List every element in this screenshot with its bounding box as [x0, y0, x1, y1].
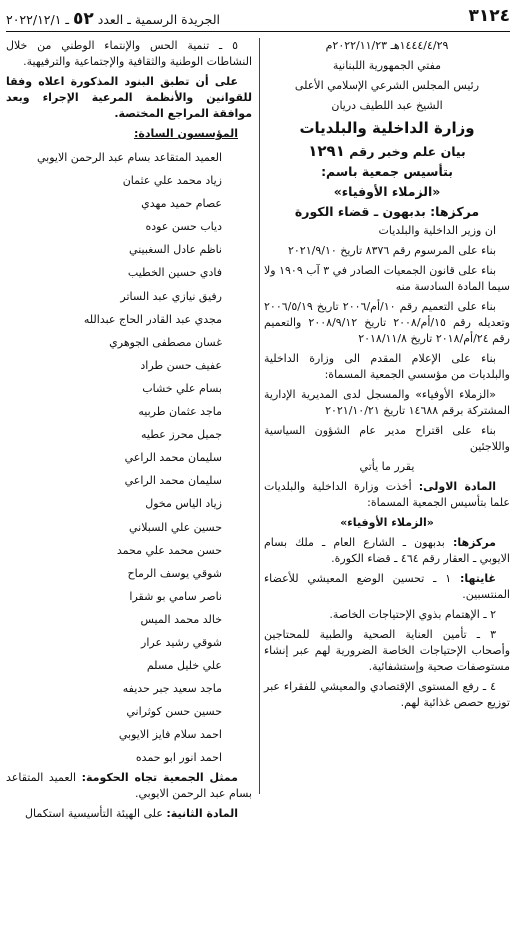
founder-name: حسين حسن كوثراني [126, 705, 222, 719]
founder-name: بسام علي خشاب [142, 381, 222, 395]
preamble: «الزملاء الأوفياء» والمسجل لدى المديرية الإدارية المشتركة برقم ١٤٦٨٨ تاريخ ٢٠٢١/١٠/٢١ [264, 388, 510, 417]
founder-name: عفيف حسن طراد [140, 358, 222, 372]
hq-head: مركزها: [452, 536, 496, 549]
issue-number: ٥٢ [73, 9, 94, 29]
publication-name: الجريدة الرسمية ـ العدد [97, 12, 221, 27]
sign-line: رئيس المجلس الشرعي الإسلامي الأعلى [294, 79, 480, 92]
preamble: بناء على المرسوم رقم ٨٣٧٦ تاريخ ٢٠٢١/٩/١٠ [287, 244, 496, 257]
goals-text: ١ ـ تحسين الوضع المعيشي للأعضاء المنتسبين. [264, 572, 510, 601]
founder-name: علي خليل مسلم [146, 659, 222, 673]
right-column [264, 38, 510, 715]
founder-name: ناظم عادل السغبيني [129, 243, 222, 257]
sign-line: الشيخ عبد اللطيف دريان [331, 99, 443, 112]
founder-name: حسن محمد علي محمد [116, 543, 222, 557]
left-column [6, 38, 252, 826]
article-2 [6, 806, 252, 822]
founder-name: خالد محمد الميس [140, 612, 222, 626]
header-rule [6, 31, 510, 32]
decides-line: يقرر ما يأتي [359, 460, 415, 473]
founders-list [6, 146, 252, 770]
representative [6, 770, 252, 802]
article-1 [264, 479, 510, 511]
conditions-clause: على أن تطبق البنود المذكورة اعلاه وفقا للقوانين والأنظمة المرعية الإجراء وبعد موافقة المراجع المختصة. [6, 75, 252, 120]
founder-name: احمد سلام فايز الايوبي [118, 728, 222, 742]
goals-head: غايتها: [459, 572, 497, 585]
founder-name: جميل محرز عطيه [141, 428, 222, 442]
founder-name: مجدي عبد القادر الحاج عبدالله [83, 312, 222, 326]
statement-prefix: بيان علم وخبر رقم [349, 144, 466, 159]
founder-name: غسان مصطفى الجوهري [109, 335, 222, 349]
founder-name: شوقي يوسف الرماح [127, 566, 222, 580]
founder-name: زياد الياس مخول [145, 497, 222, 511]
founding-line: بتأسيس جمعية باسم: [321, 164, 453, 179]
association-name-2: «الزملاء الأوفياء» [340, 516, 434, 529]
founder-name: ماجد سعيد جبر حديفه [122, 682, 222, 696]
statement-number: ١٢٩١ [308, 142, 345, 160]
founder-name: دياب حسن عوده [145, 220, 222, 234]
goal-item: ٣ ـ تأمين العناية الصحية والطبية للمحتاجين وأصحاب الإحتياجات الخاصة الضرورية لهم عبر إنشاء مستوصفات صحية وإستشفائية. [264, 628, 510, 673]
preamble: بناء على الإعلام المقدم الى وزارة الداخلية والبلديات من مؤسسي الجمعية المسماة: [264, 352, 510, 381]
sign-date: ١٤٤٤/٤/٢٩هـ ٢٠٢٢/١١/٢٣م [325, 39, 449, 52]
founder-name: عصام حميد مهدي [141, 197, 222, 211]
article-2-head: المادة الثانية: [166, 806, 238, 820]
preamble: بناء على قانون الجمعيات الصادر في ٣ آب ١٩٠٩ ولا سيما المادة السادسة منه [264, 264, 510, 293]
association-name: «الزملاء الأوفياء» [333, 184, 441, 199]
founders-heading: المؤسسون السادة: [133, 127, 238, 140]
goal-5: ٥ ـ تنمية الحس والإنتماء الوطني من خلال النشاطات الوطنية والثقافية والإجتماعية والترفيهية. [6, 39, 252, 68]
statement-title [264, 142, 510, 161]
founder-name: حسين علي السبلاني [128, 520, 222, 534]
founder-name: سليمان محمد الراعي [124, 474, 222, 488]
preamble: بناء على التعميم رقم ١٠/أم/٢٠٠٦ تاريخ ٢٠٠٦/٥/١٩ وتعديله رقم ١٥/أم/٢٠٠٨ تاريخ ٢٠٠٨/٩/١٢ والتعميم رقم ٢٤/أم/٢٠١٨ تاريخ ٢٠١٨/١١/٨ [264, 300, 510, 345]
founder-name: ماجد عثمان طربيه [138, 405, 222, 419]
issue-date: ـ ٢٠٢٢/١٢/١ [6, 12, 70, 27]
ministry-title: وزارة الداخلية والبلديات [299, 119, 475, 137]
column-divider [259, 38, 260, 794]
page-header [6, 6, 510, 30]
sign-line: مفتي الجمهورية اللبنانية [332, 59, 442, 72]
article-1-head: المادة الاولى: [418, 480, 496, 493]
founder-name: رفيق نيازي عبد الساتر [120, 289, 222, 303]
running-head [6, 9, 220, 29]
founder-name: العميد المتقاعد بسام عبد الرحمن الايوبي [37, 151, 222, 164]
goal-item: ٢ ـ الإهتمام بذوي الإحتياجات الخاصة. [329, 608, 496, 621]
goal-item: ٤ ـ رفع المستوى الإقتصادي والمعيشي للفقراء عبر توزيع حصص غذائية لهم. [264, 680, 510, 709]
preamble: بناء على اقتراح مدير عام الشؤون السياسية واللاجئين [264, 424, 510, 453]
article-2-text: على الهيئة التأسيسية استكمال [25, 806, 163, 820]
founder-name: زياد محمد علي عثمان [122, 174, 222, 188]
founder-name: احمد انور ابو حمده [135, 751, 222, 765]
page-number: ٣١٢٤ [468, 6, 510, 26]
headquarters [264, 535, 510, 567]
goals [264, 571, 510, 603]
rep-head: ممثل الجمعية تجاه الحكومة: [81, 770, 238, 784]
preamble: ان وزير الداخلية والبلديات [378, 224, 496, 237]
article-1-text: أخذت وزارة الداخلية والبلديات علما بتأسيس الجمعية المسماة: [264, 480, 510, 509]
founder-name: ناصر سامي بو شقرا [129, 589, 222, 603]
hq-text: بدبهون ـ الشارع العام ـ ملك بسام الايوبي ـ العقار رقم ٤٦٤ ـ قضاء الكورة. [264, 536, 510, 565]
founder-name: شوقي رشيد عرار [141, 635, 222, 649]
founder-name: سليمان محمد الراعي [124, 451, 222, 465]
rep-text: العميد المتقاعد بسام عبد الرحمن الايوبي. [6, 770, 252, 800]
founder-name: فادي حسين الخطيب [127, 266, 222, 280]
association-location: مركزها: بدبهون ـ قضاء الكورة [294, 204, 480, 219]
